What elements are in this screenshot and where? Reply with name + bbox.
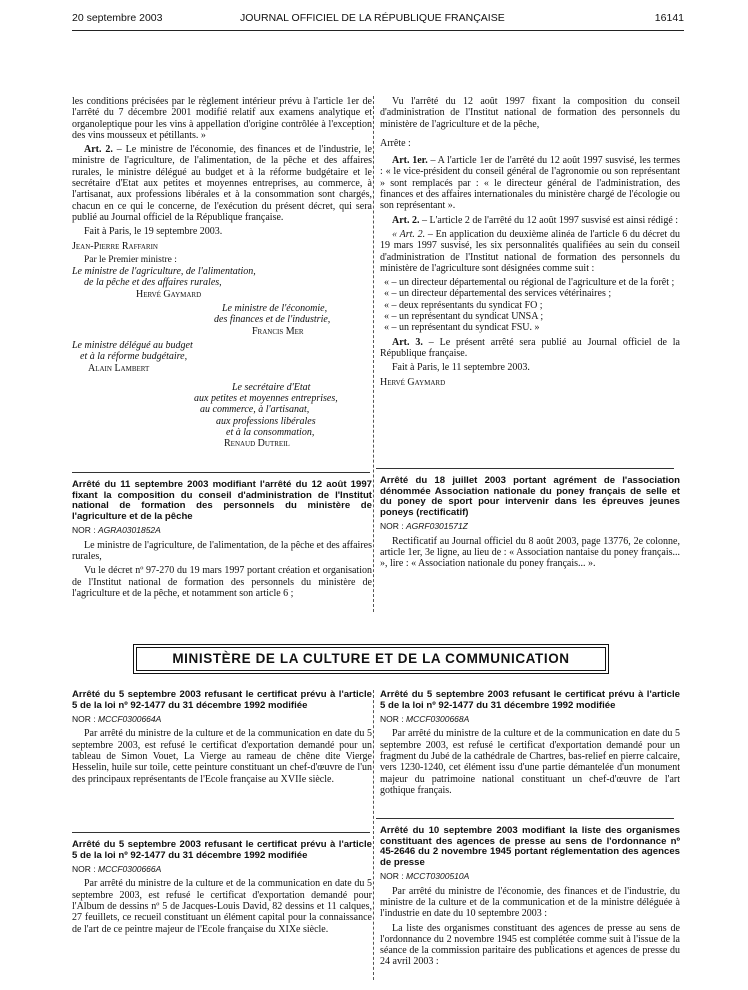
nor-label: NOR : bbox=[72, 525, 98, 536]
arrete-title: Arrêté du 11 septembre 2003 modifiant l'arrêté du 12 août 1997 fixant la composition du conseil d'administration de l'Institut national de formation des personnels du ministère de l'agriculture et de la pêche bbox=[72, 479, 372, 522]
arrete-word: Arrête : bbox=[380, 137, 411, 149]
list-item: « – un directeur départemental des services vétérinaires ; bbox=[384, 288, 612, 300]
secretary-line5: et à la consommation, bbox=[226, 427, 315, 439]
arrete-title: Arrêté du 5 septembre 2003 refusant le certificat prévu à l'article 5 de la loi nº 92-1477 du 31 décembre 1992 modifiée bbox=[72, 689, 372, 711]
nor-code: AGRA0301852A bbox=[97, 525, 161, 536]
article-3 bbox=[380, 337, 680, 360]
arrete-paragraph: La liste des organismes constituant des agences de presse au sens de l'ordonnance du 2 novembre 1945 est complétée comme suit à l'issue de la séance de la commission paritaire des publications et agences de presse du 24 avril 2003 : bbox=[380, 922, 680, 968]
right-arrete-poney bbox=[380, 476, 680, 573]
ministry-title: MINISTÈRE DE LA CULTURE ET DE LA COMMUNICATION bbox=[136, 647, 606, 671]
left-column-top bbox=[72, 96, 372, 453]
nor-label: NOR : bbox=[72, 864, 98, 875]
minister-economy-line1: Le ministre de l'économie, bbox=[222, 303, 328, 315]
header-journal-title: JOURNAL OFFICIEL DE LA RÉPUBLIQUE FRANÇAISE bbox=[240, 12, 505, 24]
arrete-paragraph: Vu le décret nº 97-270 du 19 mars 1997 portant création et organisation de l'Institut national de formation des personnels du ministère de l'agriculture et de la pêche, et notamment son article 6 ; bbox=[72, 565, 372, 599]
minister-economy-block bbox=[72, 303, 372, 337]
culture-arrete-chartres bbox=[380, 690, 680, 799]
designation-list bbox=[380, 277, 680, 333]
arrete-title: Arrêté du 10 septembre 2003 modifiant la liste des organismes constituant des agences de presse au sens de l'ordonnance nº 45-2646 du 2 novembre 1945 portant réglementation des agences de presse bbox=[380, 825, 680, 868]
nor-reference bbox=[72, 525, 372, 536]
nor-label: NOR : bbox=[72, 714, 98, 725]
right-column-top bbox=[380, 96, 680, 391]
article-text: – Le présent arrêté sera publié au Journal officiel de la République française. bbox=[380, 336, 680, 359]
signature-date: Fait à Paris, le 11 septembre 2003. bbox=[392, 362, 530, 374]
arrete-paragraph: Rectificatif au Journal officiel du 8 août 2003, page 13776, 2e colonne, article 1er, 3e ligne, au lieu de : « Association nantaise du poney français... », lire : « Association nationale du poney français... ». bbox=[380, 535, 680, 570]
list-item: « – un représentant du syndicat UNSA ; bbox=[384, 311, 544, 323]
list-item: « – deux représentants du syndicat FO ; bbox=[384, 299, 543, 311]
nor-code: MCCT0300510A bbox=[405, 871, 470, 882]
signatory-secretary: Renaud Dutreil bbox=[224, 438, 290, 450]
article-text: – A l'article 1er de l'arrêté du 12 août 1997 susvisé, les termes : « le vice-président du conseil général de l'agronomie ou son représentant » sont remplacés par : « le directeur général de l'administration, des finances et des affaires internationales du ministère chargé de l'écologie ou son représentant ». bbox=[380, 155, 681, 212]
secretary-block bbox=[72, 382, 372, 450]
article-label: Art. 2. bbox=[84, 144, 113, 156]
article-label: « Art. 2. bbox=[392, 228, 426, 240]
quoted-article-2 bbox=[380, 229, 680, 274]
nor-code: MCCF0300664A bbox=[97, 714, 162, 725]
arrete-paragraph: Par arrêté du ministre de la culture et de la communication en date du 5 septembre 2003, est refusé le certificat d'exportation demandé pour un fragment du Jubé de la cathédrale de Chartres, bas-relief en pierre calcaire, vers 1230-1240, cet élément issu d'une partie démantelée d'un monument majeur du patrimoine national constituant un chef-d'œuvre de l'art gothique français. bbox=[380, 728, 680, 796]
ministry-banner bbox=[133, 644, 609, 674]
signatory-prime-minister: Jean-Pierre Raffarin bbox=[72, 240, 158, 252]
nor-reference bbox=[380, 871, 680, 882]
nor-reference bbox=[380, 714, 680, 725]
minister-budget-line1: Le ministre délégué au budget bbox=[72, 339, 193, 351]
decree-paragraph: les conditions précisées par le règlement intérieur prévu à l'article 1er de l'arrêté du 7 décembre 2001 modifié relatif aux examens analytique et organoleptique pour les vins à appellation d'origine contrôlée à l'exception des vins mousseux et pétillants. » bbox=[72, 96, 372, 141]
minister-agriculture-line2: de la pêche et des affaires rurales, bbox=[84, 277, 222, 289]
signatory-economy: Francis Mer bbox=[252, 325, 304, 337]
nor-code: MCCF0300668A bbox=[405, 714, 470, 725]
column-divider-bottom bbox=[373, 690, 374, 980]
minister-budget-line2: et à la réforme budgétaire, bbox=[80, 351, 188, 363]
article-label: Art. 1er. bbox=[392, 155, 428, 167]
decree-article-2 bbox=[72, 144, 372, 223]
arrete-title: Arrêté du 5 septembre 2003 refusant le certificat prévu à l'article 5 de la loi nº 92-1477 du 31 décembre 1992 modifiée bbox=[380, 689, 680, 711]
section-separator bbox=[72, 832, 370, 833]
header-date: 20 septembre 2003 bbox=[72, 12, 163, 24]
section-separator bbox=[376, 818, 674, 819]
signatory-budget: Alain Lambert bbox=[88, 362, 150, 374]
section-separator bbox=[376, 468, 674, 469]
arrete-paragraph: Par arrêté du ministre de la culture et de la communication en date du 5 septembre 2003, est refusé le certificat d'exportation demandé pour l'Album de dessins nº 5 de Jacques-Louis David, 82 dessins et 11 calques, 27 feuillets, ce recueil constituant un élément capital pour la connaissance de l'art de ce peintre majeur de l'Ecole française du XIXe siècle. bbox=[72, 878, 372, 935]
by-prime-minister: Par le Premier ministre : bbox=[84, 254, 177, 265]
nor-label: NOR : bbox=[380, 714, 406, 725]
nor-reference bbox=[72, 864, 372, 875]
section-separator bbox=[72, 472, 370, 473]
arrete-paragraph: Par arrêté du ministre de l'économie, des finances et de l'industrie, du ministre de la culture et de la communication et de la ministre déléguée à l'industrie en date du 10 septembre 2003 : bbox=[380, 885, 680, 920]
article-text: – Le ministre de l'économie, des finances et de l'industrie, le ministre de l'agriculture, de l'alimentation, de la pêche et des affaires rurales, le ministre délégué au budget et à la réforme budgétaire et le secrétaire d'Etat aux petites et moyennes entreprises, au commerce, à l'artisanat, aux professions libérales et à la consommation sont chargés, chacun en ce qui le concerne, de l'exécution du présent décret, qui sera publié au Journal officiel de la République française. bbox=[72, 144, 372, 223]
secretary-line2: aux petites et moyennes entreprises, bbox=[194, 393, 338, 405]
article-2 bbox=[380, 215, 680, 226]
culture-arrete-presse bbox=[380, 826, 680, 971]
secretary-line4: aux professions libérales bbox=[216, 415, 316, 427]
arrete-paragraph: Vu l'arrêté du 12 août 1997 fixant la composition du conseil d'administration de l'Institut national de formation des personnels du ministère de l'agriculture et de la pêche, bbox=[380, 96, 680, 130]
minister-agriculture-line1: Le ministre de l'agriculture, de l'alimentation, bbox=[72, 266, 256, 278]
article-text: – L'article 2 de l'arrêté du 12 août 1997 susvisé est ainsi rédigé : bbox=[419, 214, 679, 226]
arrete-paragraph: Le ministre de l'agriculture, de l'alimentation, de la pêche et des affaires rurales, bbox=[72, 539, 372, 562]
arrete-title: Arrêté du 18 juillet 2003 portant agrément de l'association dénommée Association nationale du poney français de selle et du poney de sport pour intervenir dans les épreuves jeunes poneys (rectificatif) bbox=[380, 475, 680, 518]
signature-date: Fait à Paris, le 19 septembre 2003. bbox=[84, 226, 223, 238]
nor-reference bbox=[380, 521, 680, 532]
minister-economy-line2: des finances et de l'industrie, bbox=[214, 314, 331, 326]
nor-code: AGRF0301571Z bbox=[405, 521, 468, 532]
signatory-agriculture: Hervé Gaymard bbox=[380, 376, 446, 388]
arrete-title: Arrêté du 5 septembre 2003 refusant le certificat prévu à l'article 5 de la loi nº 92-1477 du 31 décembre 1992 modifiée bbox=[72, 839, 372, 861]
secretary-line1: Le secrétaire d'Etat bbox=[232, 381, 311, 393]
nor-code: MCCF0300666A bbox=[97, 864, 162, 875]
nor-reference bbox=[72, 714, 372, 725]
column-divider-top bbox=[373, 96, 374, 612]
culture-arrete-vouet bbox=[72, 690, 372, 788]
page-header bbox=[72, 8, 684, 31]
culture-arrete-david bbox=[72, 840, 372, 938]
left-arrete-inaf bbox=[72, 480, 372, 602]
list-item: « – un représentant du syndicat FSU. » bbox=[384, 322, 540, 334]
nor-label: NOR : bbox=[380, 521, 406, 532]
article-label: Art. 2. bbox=[392, 214, 420, 226]
list-item: « – un directeur départemental ou régional de l'agriculture et de la forêt ; bbox=[384, 277, 675, 289]
signatory-agriculture: Hervé Gaymard bbox=[136, 288, 202, 300]
nor-label: NOR : bbox=[380, 871, 406, 882]
header-page-number: 16141 bbox=[654, 12, 684, 24]
article-label: Art. 3. bbox=[392, 336, 423, 348]
secretary-line3: au commerce, à l'artisanat, bbox=[200, 404, 310, 416]
article-text: – En application du deuxième alinéa de l'article 6 du décret du 19 mars 1997 susvisé, les six personnalités qualifiées au sein du conseil d'administration de l'Institut national de formation des personnels du ministère de l'agriculture sont désignées comme suit : bbox=[380, 228, 680, 274]
arrete-paragraph: Par arrêté du ministre de la culture et de la communication en date du 5 septembre 2003, est refusé le certificat d'exportation demandé pour un tableau de Simon Vouet, La Vierge au rameau de chêne dite Vierge Hesselin, huile sur toile, cette peinture constituant un chef-d'œuvre de l'un des principaux représentants de l'Ecole française au XVIIe siècle. bbox=[72, 728, 372, 785]
article-1 bbox=[380, 155, 680, 211]
